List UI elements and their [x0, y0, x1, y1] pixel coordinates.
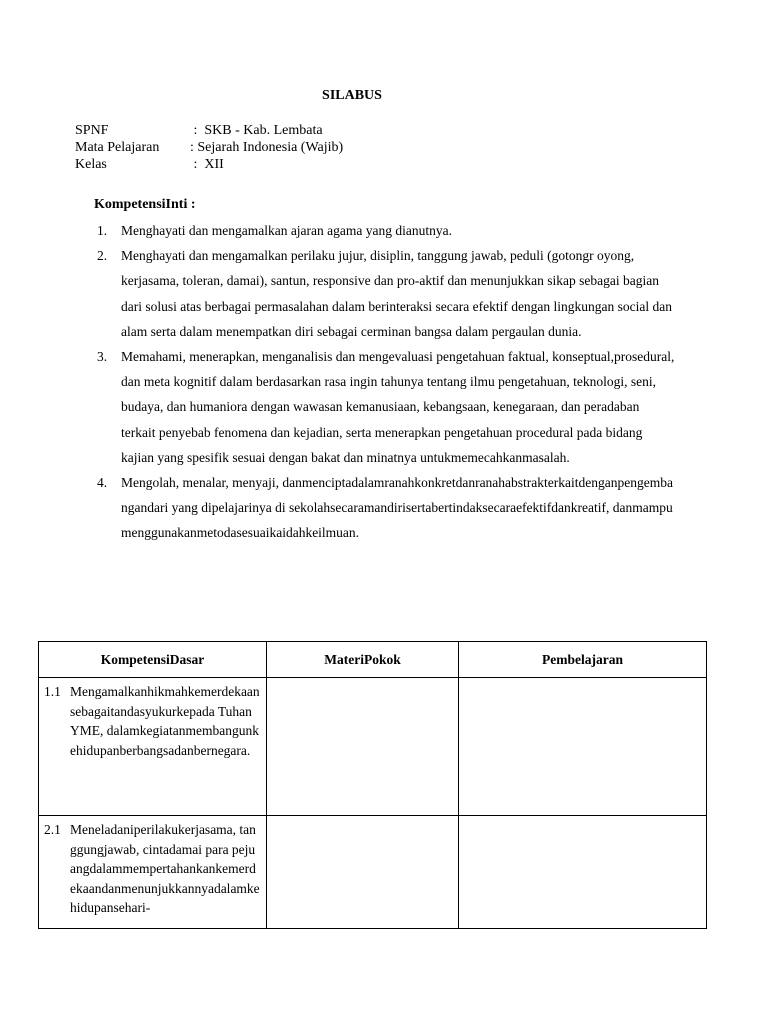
table-row [39, 816, 707, 929]
meta-row-mata-pelajaran [75, 139, 343, 156]
list-item-text: Menghayati dan mengamalkan ajaran agama yang dianutnya. [121, 223, 452, 238]
meta-value: : SKB - Kab. Lembata [190, 123, 323, 138]
kd-text: Meneladaniperilakukerjasama, tanggungjawab, cintadamai para pejuangdalammempertahankankemerdekaandanmenunjukkannyadalamkehidupansehari- [70, 822, 260, 915]
kompetensi-dasar-cell [39, 816, 267, 929]
column-header-kompetensi-dasar: KompetensiDasar [39, 642, 267, 678]
list-item [97, 218, 677, 243]
kompetensi-dasar-cell [39, 678, 267, 816]
materi-pokok-cell [267, 678, 459, 816]
list-item [97, 243, 677, 344]
table-row [39, 678, 707, 816]
list-item-number: 2. [97, 248, 108, 264]
kompetensi-dasar-table [38, 641, 707, 929]
meta-row-kelas [75, 156, 343, 173]
list-item-number: 1. [97, 223, 108, 238]
kd-number: 1.1 [44, 684, 61, 699]
document-title: SILABUS [322, 88, 382, 103]
kd-text: Mengamalkanhikmahkemerdekaansebagaitandasyukurkepada Tuhan YME, dalamkegiatanmembangunkehidupanberbangsadanbernegara. [70, 684, 260, 758]
meta-key: Mata Pelajaran [75, 140, 160, 155]
meta-row-spnf [75, 122, 343, 139]
list-item-text: Mengolah, menalar, menyaji, danmenciptadalamranahkonkretdanranahabstrakterkaitdenganpengembangandari yang dipelajarinya di sekolahsecaramandirisertabertindaksecaraefektifdankreatif, danmampumenggunakanmetodasesuaikaidahkeilmuan. [121, 475, 673, 541]
document-meta [75, 122, 343, 173]
meta-value: : XII [190, 157, 224, 172]
meta-key: SPNF [75, 123, 109, 138]
kompetensi-inti-heading: KompetensiInti : [94, 197, 196, 212]
kd-number: 2.1 [44, 822, 61, 837]
column-header-pembelajaran: Pembelajaran [459, 642, 707, 678]
pembelajaran-cell [459, 816, 707, 929]
meta-key: Kelas [75, 157, 107, 172]
list-item-number: 4. [97, 475, 108, 491]
pembelajaran-cell [459, 678, 707, 816]
meta-value: : Sejarah Indonesia (Wajib) [190, 140, 344, 155]
list-item [97, 344, 677, 470]
kompetensi-inti-list [97, 218, 677, 546]
materi-pokok-cell [267, 816, 459, 929]
list-item-text: Menghayati dan mengamalkan perilaku jujur, disiplin, tanggung jawab, peduli (gotongr oyong, kerjasama, toleran, damai), santun, responsive dan pro-aktif dan menunjukkan sikap sebagai bagian dari solusi atas berbagai permasalahan dalam berinteraksi secara efektif dengan lingkungan social dan alam serta dalam menempatkan diri sebagai cerminan bangsa dalam pergaulan dunia. [121, 248, 673, 339]
list-item [97, 470, 677, 546]
list-item-number: 3. [97, 349, 108, 365]
list-item-text: Memahami, menerapkan, menganalisis dan mengevaluasi pengetahuan faktual, konseptual,prosedural, dan meta kognitif dalam berdasarkan rasa ingin tahunya tentang ilmu pengetahuan, teknologi, seni, budaya, dan humaniora dengan wawasan kemanusiaan, kebangsaan, kenegaraan, dan peradaban terkait penyebab fenomena dan kejadian, serta menerapkan pengetahuan procedural pada bidang kajian yang spesifik sesuai dengan bakat dan minatnya untukmemecahkanmasalah. [121, 349, 675, 465]
table-header-row [39, 642, 707, 678]
column-header-materi-pokok: MateriPokok [267, 642, 459, 678]
